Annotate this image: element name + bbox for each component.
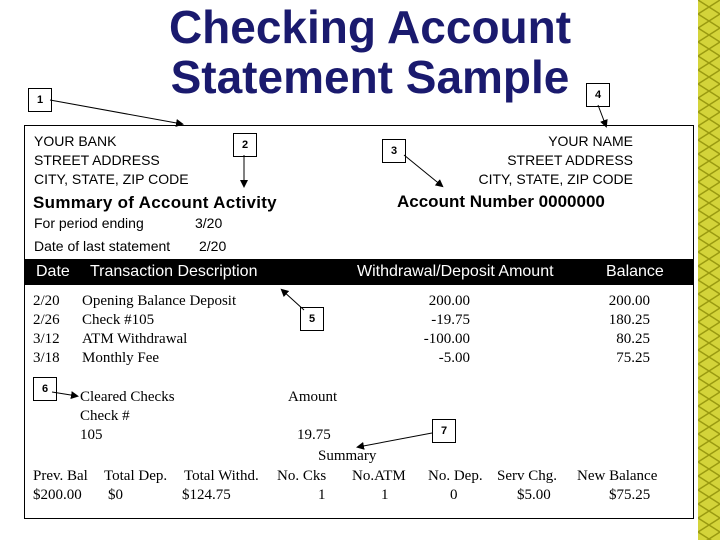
summary-header-no-dep: No. Dep.: [428, 468, 483, 484]
cleared-check-label: Check #: [80, 408, 130, 424]
row-balance: 180.25: [608, 312, 650, 328]
row-description: Monthly Fee: [82, 350, 160, 366]
period-ending-value: 3/20: [195, 215, 223, 231]
row-amount: -100.00: [423, 331, 470, 347]
row-date: 3/18: [33, 350, 60, 366]
header-amount: Withdrawal/Deposit Amount: [357, 263, 554, 280]
bank-name: YOUR BANK: [34, 133, 117, 149]
callout-3: 3: [382, 139, 406, 163]
summary-value-new-balance: $75.25: [609, 487, 651, 503]
callout-4: 4: [586, 83, 610, 107]
arrow-3: [404, 155, 442, 186]
row-description: Check #105: [82, 312, 155, 328]
row-date: 3/12: [33, 331, 60, 347]
summary-value-no-cks: 1: [318, 487, 326, 503]
cleared-check-number: 105: [80, 427, 103, 443]
callout-5: 5: [300, 307, 324, 331]
last-statement-label: Date of last statement: [34, 238, 171, 254]
row-amount: -5.00: [438, 350, 470, 366]
row-balance: 75.25: [616, 350, 650, 366]
arrow-7: [358, 433, 432, 447]
cleared-checks-title: Cleared Checks: [80, 389, 175, 405]
summary-value-total-withd: $124.75: [182, 487, 231, 503]
callout-6: 6: [33, 377, 57, 401]
summary-header-new-balance: New Balance: [577, 468, 658, 484]
summary-header-total-dep: Total Dep.: [104, 468, 168, 484]
summary-value-no-atm: 1: [381, 487, 389, 503]
summary-header-serv-chg: Serv Chg.: [497, 468, 557, 484]
summary-label: Summary: [318, 448, 377, 464]
summary-header-prev-bal: Prev. Bal: [33, 468, 88, 484]
summary-value-serv-chg: $5.00: [517, 487, 551, 503]
row-balance: 200.00: [608, 293, 650, 309]
header-description: Transaction Description: [90, 263, 258, 280]
cleared-amount-label: Amount: [288, 389, 338, 405]
customer-street: STREET ADDRESS: [507, 152, 633, 168]
bank-city: CITY, STATE, ZIP CODE: [34, 171, 189, 187]
summary-heading: Summary of Account Activity: [33, 193, 277, 212]
row-description: Opening Balance Deposit: [82, 293, 237, 309]
arrow-6: [52, 392, 77, 396]
bank-street: STREET ADDRESS: [34, 152, 160, 168]
callout-2: 2: [233, 133, 257, 157]
customer-name: YOUR NAME: [548, 133, 633, 149]
summary-value-total-dep: $0: [108, 487, 123, 503]
callout-1: 1: [28, 88, 52, 112]
summary-header-no-atm: No.ATM: [352, 468, 406, 484]
page-title-line1: Checking Account: [168, 1, 572, 53]
arrow-4: [598, 105, 606, 126]
arrow-1: [50, 100, 182, 124]
period-ending-label: For period ending: [34, 215, 144, 231]
callout-7: 7: [432, 419, 456, 443]
summary-header-no-cks: No. Cks: [277, 468, 327, 484]
account-number: Account Number 0000000: [397, 192, 605, 211]
row-description: ATM Withdrawal: [82, 331, 188, 347]
summary-value-prev-bal: $200.00: [33, 487, 82, 503]
row-date: 2/20: [33, 293, 60, 309]
summary-value-no-dep: 0: [450, 487, 458, 503]
row-amount: -19.75: [431, 312, 470, 328]
header-date: Date: [36, 263, 70, 280]
row-amount: 200.00: [428, 293, 470, 309]
row-date: 2/26: [33, 312, 60, 328]
row-balance: 80.25: [616, 331, 650, 347]
last-statement-value: 2/20: [199, 238, 227, 254]
summary-header-total-withd: Total Withd.: [184, 468, 259, 484]
customer-city: CITY, STATE, ZIP CODE: [478, 171, 633, 187]
cleared-amount-value: 19.75: [297, 427, 331, 443]
arrow-5: [282, 290, 304, 310]
header-balance: Balance: [606, 263, 664, 280]
page-title-line2: Statement Sample: [170, 51, 570, 103]
